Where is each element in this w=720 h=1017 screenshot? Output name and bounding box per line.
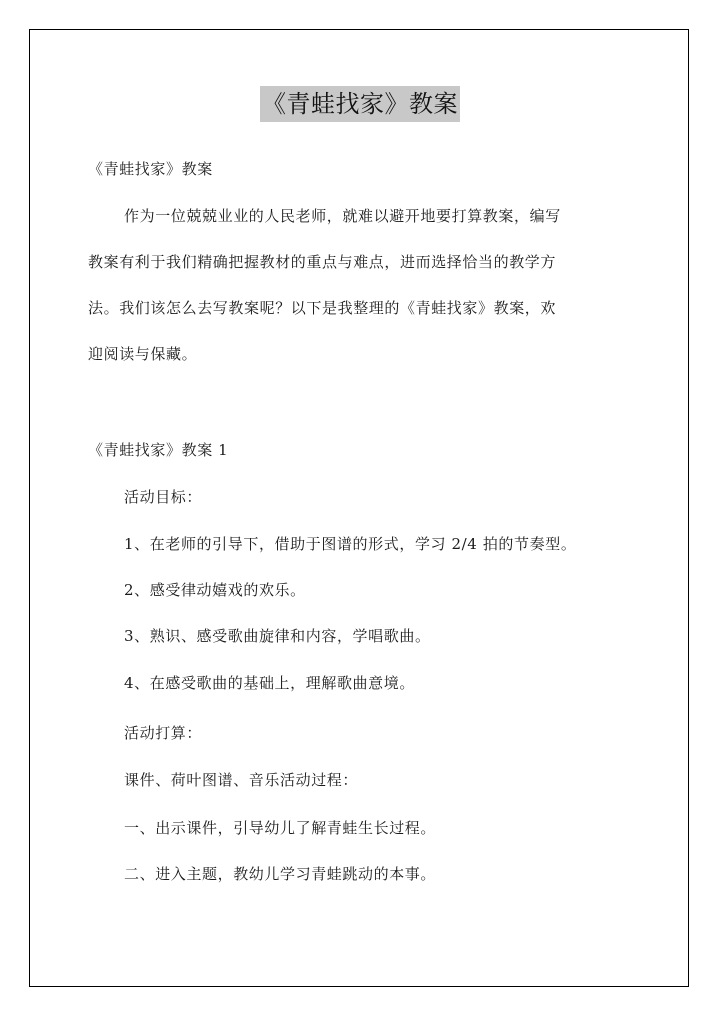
goals-label: 活动目标：: [124, 488, 203, 506]
goal-item-4: 4、在感受歌曲的基础上，理解歌曲意境。: [124, 674, 415, 692]
intro-line-1: 作为一位兢兢业业的人民老师，就难以避开地要打算教案，编写: [124, 207, 561, 225]
section-heading: 《青蛙找家》教案 1: [88, 441, 229, 459]
subtitle: 《青蛙找家》教案: [88, 160, 213, 178]
goal-item-1: 1、在老师的引导下，借助于图谱的形式，学习 2/4 拍的节奏型。: [124, 535, 577, 553]
process-step-2: 二、进入主题，教幼儿学习青蛙跳动的本事。: [124, 865, 437, 883]
title-row: [0, 86, 720, 122]
goal-item-3: 3、熟识、感受歌曲旋律和内容，学唱歌曲。: [124, 627, 431, 645]
intro-line-2: 教案有利于我们精确把握教材的重点与难点，进而选择恰当的教学方: [88, 253, 557, 271]
process-step-1: 一、出示课件，引导幼儿了解青蛙生长过程。: [124, 819, 437, 837]
goal-item-2: 2、感受律动嬉戏的欢乐。: [124, 581, 306, 599]
document-title: 《青蛙找家》教案: [260, 86, 460, 122]
intro-line-4: 迎阅读与保藏。: [88, 345, 198, 363]
prep-label: 活动打算：: [124, 724, 203, 742]
prep-text: 课件、荷叶图谱、音乐活动过程：: [124, 771, 359, 789]
intro-line-3: 法。我们该怎么去写教案呢？以下是我整理的《青蛙找家》教案，欢: [88, 299, 557, 317]
